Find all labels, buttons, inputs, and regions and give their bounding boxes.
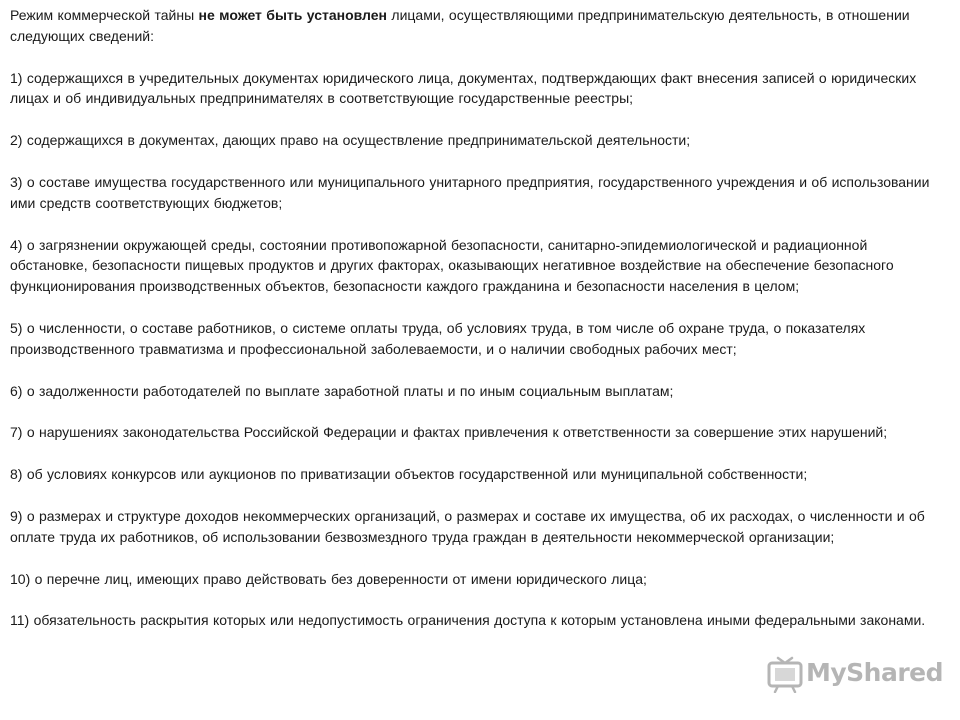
intro-text-start: Режим коммерческой тайны bbox=[10, 7, 199, 23]
list-item-11: 11) обязательность раскрытия которых или недопустимость ограничения доступа к которым установлена иными федеральными законами. bbox=[10, 612, 926, 629]
list-item-4: 4) о загрязнении окружающей среды, состоянии противопожарной безопасности, санитарно-эпидемиологической и радиационной обстановке, безопасности пищевых продуктов и других факторах, оказывающих негативное воздействие на обеспечение безопасного функционирования производственных объектов, безопасности каждого гражданина и безопасности населения в целом; bbox=[10, 236, 894, 295]
intro-text-end: лицами, осуществляющими предпринимательскую деятельность, в отношении следующих сведений: bbox=[10, 7, 910, 44]
intro-emphasis: не может быть установлен bbox=[198, 7, 388, 23]
list-item-5: 5) о численности, о составе работников, о системе оплаты труда, об условиях труда, в том числе об охране труда, о показателях производственного травматизма и профессиональной заболеваемости, и о наличии свободных рабочих мест; bbox=[10, 319, 866, 357]
list-item-10: 10) о перечне лиц, имеющих право действовать без доверенности от имени юридического лица; bbox=[10, 570, 647, 587]
list-item-7: 7) о нарушениях законодательства Российской Федерации и фактах привлечения к ответственности за совершение этих нарушений; bbox=[10, 424, 888, 441]
watermark-label: MyShared bbox=[806, 658, 944, 687]
list-item-9: 9) о размерах и структуре доходов некоммерческих организаций, о размерах и составе их имущества, об их расходах, о численности и об оплате труда их работников, об использовании безвозмездного труда граждан в деятельности некоммерческой организации; bbox=[10, 507, 925, 545]
intro-paragraph bbox=[10, 5, 944, 47]
presentation-board-icon bbox=[766, 655, 804, 693]
list-item-8: 8) об условиях конкурсов или аукционов по приватизации объектов государственной или муниципальной собственности; bbox=[10, 466, 808, 483]
myshared-watermark bbox=[766, 655, 944, 695]
list-item-2: 2) содержащихся в документах, дающих право на осуществление предпринимательской деятельности; bbox=[10, 132, 691, 149]
list-item-1: 1) содержащихся в учредительных документах юридического лица, документах, подтверждающих факт внесения записей о юридических лицах и об индивидуальных предпринимателях в соответствующие государственные реестры; bbox=[10, 69, 917, 107]
document-body bbox=[10, 5, 944, 631]
list-item-3: 3) о составе имущества государственного или муниципального унитарного предприятия, государственного учреждения и об использовании ими средств соответствующих бюджетов; bbox=[10, 173, 930, 211]
list-item-6: 6) о задолженности работодателей по выплате заработной платы и по иным социальным выплатам; bbox=[10, 382, 674, 399]
